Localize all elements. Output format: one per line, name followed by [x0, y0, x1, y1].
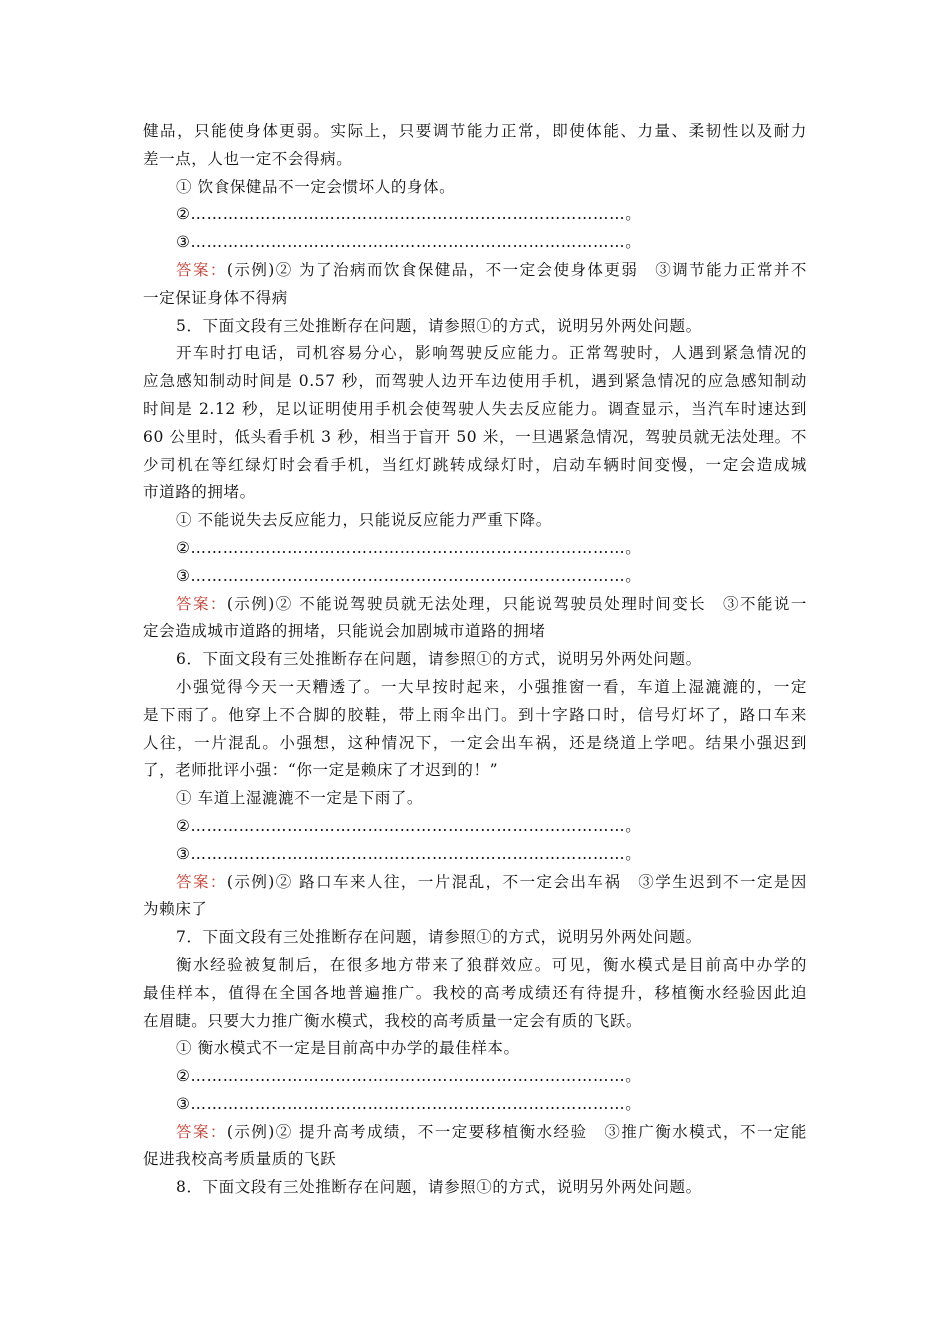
- text-line: ②………………………………………………………………………。: [176, 1067, 642, 1086]
- text-line: ②………………………………………………………………………。: [176, 538, 642, 557]
- text-line: 最佳样本，值得在全国各地普遍推广。我校的高考成绩还有待提升，移植衡水经验因此迫: [143, 983, 807, 1002]
- answer-text: (示例)② 路口车来人往，一片混乱，不一定会出车祸 ③学生迟到不一定是因: [226, 872, 807, 891]
- text-line: 小强觉得今天一天糟透了。一大早按时起来，小强推窗一看，车道上湿漉漉的，一定: [176, 677, 807, 696]
- text-line: 衡水经验被复制后，在很多地方带来了狼群效应。可见，衡水模式是目前高中办学的: [176, 955, 807, 974]
- document-page: [143, 118, 807, 1202]
- text-line: 在眉睫。只要大力推广衡水模式，我校的高考质量一定会有质的飞跃。: [143, 1011, 643, 1030]
- text-line: 差一点，人也一定不会得病。: [143, 149, 353, 168]
- text-line: 6．下面文段有三处推断存在问题，请参照①的方式，说明另外两处问题。: [176, 650, 702, 669]
- answer-line: [143, 1119, 807, 1147]
- text-line: 定会造成城市道路的拥堵，只能说会加剧城市道路的拥堵: [143, 622, 546, 641]
- text-line: 8．下面文段有三处推断存在问题，请参照①的方式，说明另外两处问题。: [176, 1178, 702, 1197]
- text-line: ③………………………………………………………………………。: [176, 844, 642, 863]
- text-line: 一定保证身体不得病: [143, 288, 288, 307]
- text-line: 人往，一片混乱。小强想，这种情况下，一定会出车祸，还是绕道上学吧。结果小强迟到: [143, 733, 807, 752]
- text-line: 开车时打电话，司机容易分心，影响驾驶反应能力。正常驾驶时，人遇到紧急情况的: [176, 344, 807, 363]
- text-line: 健品，只能使身体更弱。实际上，只要调节能力正常，即使体能、力量、柔韧性以及耐力: [143, 122, 807, 140]
- answer-line: [143, 591, 807, 619]
- text-line: ① 不能说失去反应能力，只能说反应能力严重下降。: [176, 511, 552, 530]
- text-line: 少司机在等红绿灯时会看手机，当红灯跳转成绿灯时，启动车辆时间变慢，一定会造成城: [143, 455, 807, 474]
- text-line: ① 饮食保健品不一定会惯坏人的身体。: [176, 177, 456, 196]
- text-line: 60 公里时，低头看手机 3 秒，相当于盲开 50 米，一旦遇紧急情况，驾驶员就无法处理。不: [143, 427, 807, 446]
- text-line: ① 车道上湿漉漉不一定是下雨了。: [176, 789, 424, 808]
- text-line: ③………………………………………………………………………。: [176, 1094, 642, 1113]
- text-line: 促进我校高考质量质的飞跃: [143, 1150, 337, 1169]
- text-line: ① 衡水模式不一定是目前高中办学的最佳样本。: [176, 1039, 520, 1058]
- text-line: 应急感知制动时间是 0.57 秒，而驾驶人边开车边使用手机，遇到紧急情况的应急感知制动: [143, 372, 807, 391]
- answer-text: (示例)② 不能说驾驶员就无法处理，只能说驾驶员处理时间变长 ③不能说一: [226, 594, 807, 613]
- text-line: ③………………………………………………………………………。: [176, 566, 642, 585]
- answer-line: [143, 257, 807, 285]
- answer-label: 答案：: [176, 1122, 227, 1141]
- answer-text: (示例)② 提升高考成绩，不一定要移植衡水经验 ③推广衡水模式，不一定能: [226, 1122, 807, 1141]
- text-line: 市道路的拥堵。: [143, 483, 256, 502]
- text-line: 为赖床了: [143, 900, 208, 919]
- text-line: ③………………………………………………………………………。: [176, 233, 642, 252]
- answer-label: 答案：: [176, 260, 227, 279]
- answer-label: 答案：: [176, 872, 227, 891]
- text-line: 7．下面文段有三处推断存在问题，请参照①的方式，说明另外两处问题。: [176, 928, 702, 947]
- text-line: 时间是 2.12 秒，足以证明使用手机会使驾驶人失去反应能力。调查显示，当汽车时速达到: [143, 399, 807, 418]
- text-line: ②………………………………………………………………………。: [176, 205, 642, 224]
- answer-label: 答案：: [176, 594, 227, 613]
- answer-line: [143, 869, 807, 897]
- text-line: 是下雨了。他穿上不合脚的胶鞋，带上雨伞出门。到十字路口时，信号灯坏了，路口车来: [143, 705, 807, 724]
- text-line: ②………………………………………………………………………。: [176, 816, 642, 835]
- answer-text: (示例)② 为了治病而饮食保健品，不一定会使身体更弱 ③调节能力正常并不: [226, 260, 807, 279]
- text-line: 了，老师批评小强：“你一定是赖床了才迟到的！”: [143, 761, 499, 780]
- text-line: 5．下面文段有三处推断存在问题，请参照①的方式，说明另外两处问题。: [176, 316, 702, 335]
